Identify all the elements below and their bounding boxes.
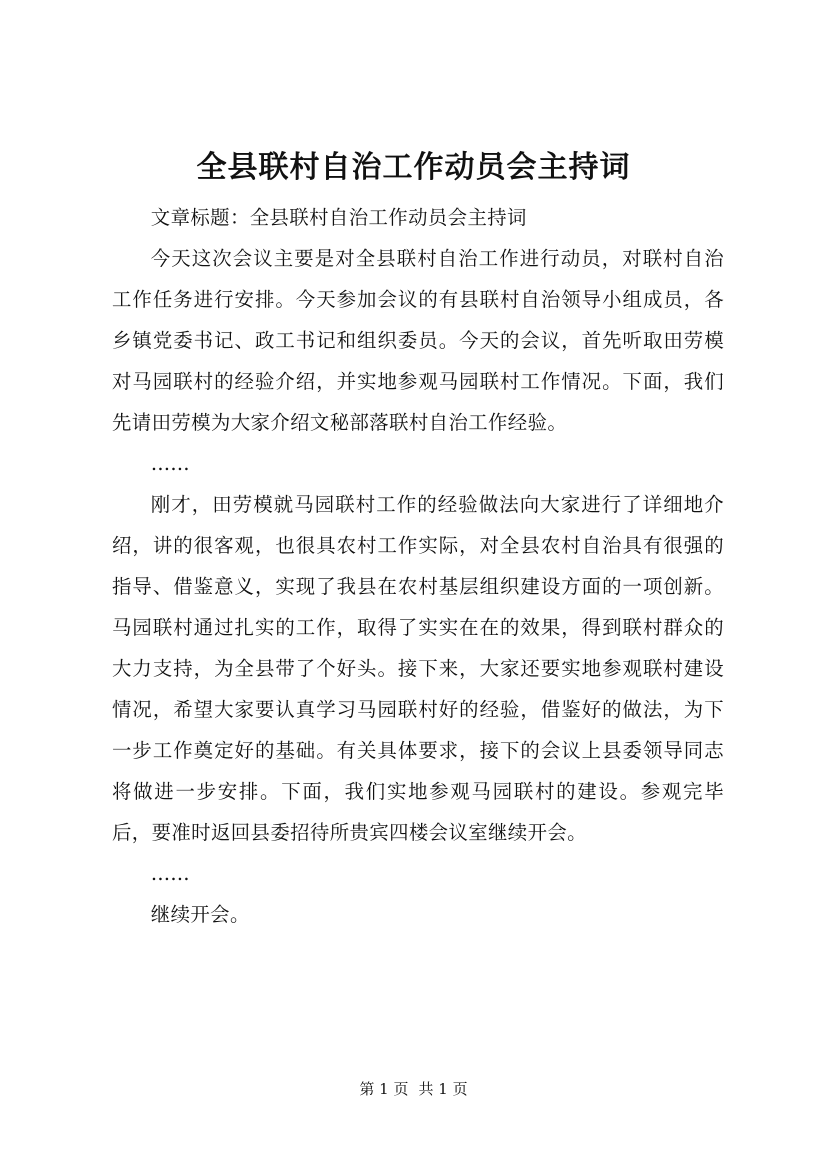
- document-body: [112, 197, 724, 935]
- page-number: 第 1 页: [359, 1080, 409, 1098]
- page-total: 共 1 页: [418, 1080, 468, 1098]
- closing-paragraph: 继续开会。: [150, 903, 250, 926]
- ellipsis-separator: ……: [150, 862, 190, 885]
- opening-paragraph: 今天这次会议主要是对全县联村自治工作进行动员，对联村自治工作任务进行安排。今天参加会议的有县联村自治领导小组成员，各乡镇党委书记、政工书记和组织委员。今天的会议，首先听取田劳模对马园联村的经验介绍，并实地参观马园联村工作情况。下面，我们先请田劳模为大家介绍文秘部落联村自治工作经验。: [112, 247, 724, 434]
- ellipsis-separator: ……: [150, 452, 190, 475]
- summary-paragraph: 刚才，田劳模就马园联村工作的经验做法向大家进行了详细地介绍，讲的很客观，也很具农村工作实际，对全县农村自治具有很强的指导、借鉴意义，实现了我县在农村基层组织建设方面的一项创新。马园联村通过扎实的工作，取得了实实在在的效果，得到联村群众的大力支持，为全县带了个好头。接下来，大家还要实地参观联村建设情况，希望大家要认真学习马园联村好的经验，借鉴好的做法，为下一步工作奠定好的基础。有关具体要求，接下的会议上县委领导同志将做进一步安排。下面，我们实地参观马园联村的建设。参观完毕后，要准时返回县委招待所贵宾四楼会议室继续开会。: [112, 493, 724, 844]
- page-footer: [0, 1078, 827, 1100]
- article-heading-line: 文章标题：全县联村自治工作动员会主持词: [150, 206, 527, 229]
- document-title: 全县联村自治工作动员会主持词: [196, 150, 631, 185]
